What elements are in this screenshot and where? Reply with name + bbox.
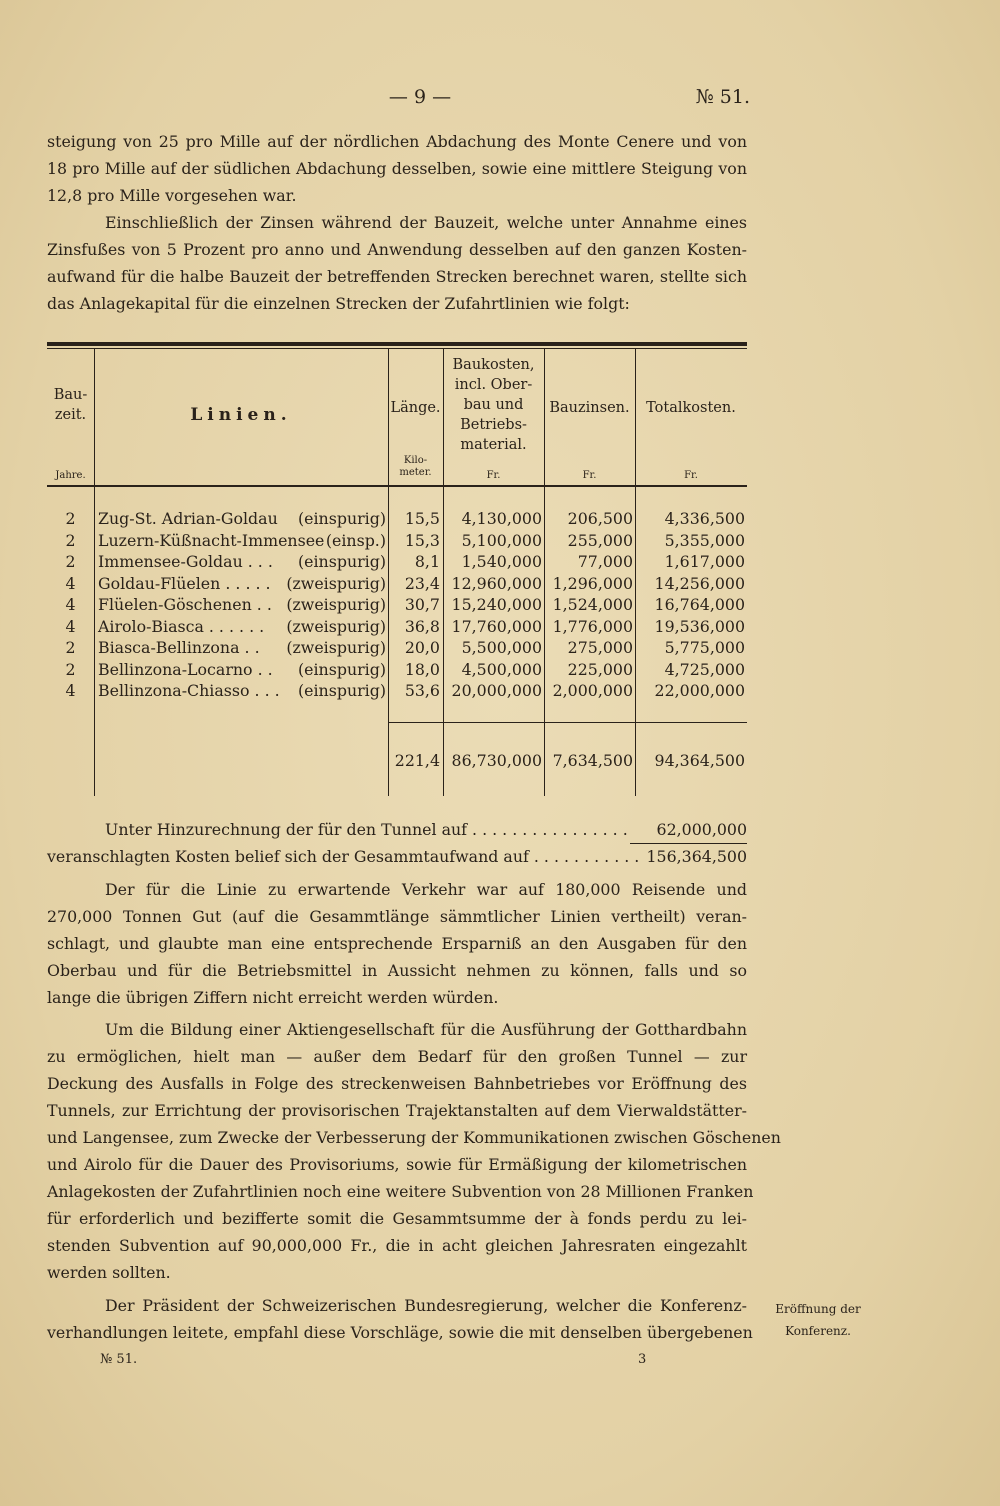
text-line: 270,000 Tonnen Gut (auf die Gesammtlänge sämmtlicher Linien vertheilt) veran-: [47, 907, 747, 926]
header-baukosten-unit: Fr.: [486, 470, 501, 481]
footer-doc-number: № 51.: [100, 1352, 138, 1367]
table-top-rule: [47, 342, 747, 346]
text-line: und Langensee, zum Zwecke der Verbesserung der Kommunikationen zwischen Göschenen: [47, 1128, 781, 1147]
text-line: Oberbau und für die Betriebsmittel in Aussicht nehmen zu können, falls und so: [47, 961, 747, 980]
total-baukosten: 86,730,000: [451, 751, 542, 770]
summary-line-1: [47, 816, 747, 843]
cell-linie: Zug-St. Adrian-Goldau: [98, 509, 278, 528]
summary-amount: 156,364,500: [646, 847, 747, 866]
cell-totalkosten: 22,000,000: [654, 681, 745, 700]
text-line: steigung von 25 pro Mille auf der nördlichen Abdachung des Monte Cenere und von: [47, 132, 747, 151]
header-laenge-unit: Kilo- meter.: [399, 455, 432, 478]
cell-baukosten: 4,130,000: [461, 509, 542, 528]
text-line: Anlagekosten der Zufahrtlinien noch eine weitere Subvention von 28 Millionen Franken: [47, 1182, 754, 1201]
cell-bauzeit: 4: [65, 681, 76, 700]
cell-bauzinsen: 275,000: [567, 638, 633, 657]
cell-bauzeit: 2: [65, 509, 76, 528]
text-line: werden sollten.: [47, 1263, 171, 1282]
cell-laenge: 15,3: [404, 530, 440, 550]
paragraph-4: [47, 1016, 781, 1286]
document-number: № 51.: [695, 86, 750, 108]
cell-bauzeit: 2: [65, 638, 76, 657]
header-bauzeit-unit: Jahre.: [55, 470, 86, 481]
header-linien: Linien.: [190, 405, 292, 425]
cell-linie: Luzern-Küßnacht-Immensee: [98, 530, 325, 550]
text-line: Zinsfußes von 5 Prozent pro anno und Anwendung desselben auf den ganzen Kosten-: [47, 240, 747, 259]
cell-spur: (einsp.): [325, 530, 386, 550]
cell-laenge: 30,7: [404, 595, 440, 614]
text-line: Um die Bildung einer Aktiengesellschaft für die Ausführung der Gotthardbahn: [105, 1020, 747, 1039]
cell-bauzinsen: 77,000: [577, 552, 633, 571]
table-header-rule: [47, 485, 747, 487]
header-laenge: Länge.: [390, 400, 441, 416]
text-line: verhandlungen leitete, empfahl diese Vorschläge, sowie die mit denselben übergebenen: [47, 1323, 753, 1342]
cell-linie: Biasca-Bellinzona . .: [98, 638, 260, 657]
text-line: stenden Subvention auf 90,000,000 Fr., die in acht gleichen Jahresraten eingezahlt: [47, 1236, 747, 1255]
cell-linie: Bellinzona-Locarno . .: [98, 659, 273, 679]
text-line: schlagt, und glaubte man eine entsprechende Ersparniß an den Ausgaben für den: [47, 934, 747, 953]
summary-label: Unter Hinzurechnung der für den Tunnel auf . . . . . . . . . . . . . . . .: [105, 820, 628, 839]
cell-totalkosten: 4,336,500: [664, 509, 745, 528]
cell-baukosten: 12,960,000: [451, 573, 542, 593]
cell-totalkosten: 14,256,000: [654, 573, 745, 593]
margin-note: Eröffnung der Konferenz.: [775, 1302, 861, 1338]
cell-bauzinsen: 255,000: [567, 530, 633, 550]
cell-baukosten: 5,100,000: [461, 530, 542, 550]
cell-bauzeit: 4: [65, 616, 76, 636]
cell-totalkosten: 1,617,000: [664, 552, 745, 571]
header-totalkosten-unit: Fr.: [684, 470, 698, 481]
cell-spur: (zweispurig): [286, 595, 386, 614]
text-line: zu ermöglichen, hielt man — außer dem Bedarf für den großen Tunnel — zur: [47, 1047, 747, 1066]
cell-spur: (einspurig): [297, 659, 386, 679]
cell-baukosten: 5,500,000: [461, 638, 542, 657]
cell-baukosten: 20,000,000: [451, 681, 542, 700]
cell-bauzinsen: 1,296,000: [552, 573, 633, 593]
cell-totalkosten: 4,725,000: [664, 659, 745, 679]
cell-laenge: 36,8: [404, 616, 440, 636]
cell-laenge: 23,4: [404, 573, 440, 593]
header-baukosten: Baukosten, incl. Ober- bau und Betriebs- material.: [452, 357, 535, 453]
cell-laenge: 15,5: [404, 509, 440, 528]
cell-bauzinsen: 225,000: [567, 659, 633, 679]
paragraph-1: [47, 128, 747, 209]
header-totalkosten: Totalkosten.: [646, 400, 736, 416]
text-line: Tunnels, zur Errichtung der provisorischen Trajektanstalten auf dem Vierwaldstätter-: [47, 1101, 747, 1120]
cell-bauzeit: 2: [65, 659, 76, 679]
cell-linie: Flüelen-Göschenen . .: [98, 595, 272, 614]
text-line: und Airolo für die Dauer des Provisoriums, sowie für Ermäßigung der kilometrischen: [47, 1155, 747, 1174]
cell-linie: Immensee-Goldau . . .: [98, 552, 273, 571]
cell-spur: (einspurig): [297, 681, 386, 700]
header-bauzinsen: Bauzinsen.: [549, 400, 630, 416]
cell-bauzinsen: 1,776,000: [552, 616, 633, 636]
cell-linie: Goldau-Flüelen . . . . .: [98, 573, 271, 593]
cell-baukosten: 1,540,000: [461, 552, 542, 571]
summary-label: veranschlagten Kosten belief sich der Gesammtaufwand auf . . . . . . . . . . .: [47, 847, 640, 866]
cell-bauzeit: 4: [65, 573, 76, 593]
cell-bauzinsen: 1,524,000: [552, 595, 633, 614]
cell-totalkosten: 5,775,000: [664, 638, 745, 657]
summary-amount: 62,000,000: [656, 820, 747, 839]
total-totalkosten: 94,364,500: [654, 751, 745, 770]
cell-totalkosten: 16,764,000: [654, 595, 745, 614]
cell-spur: (zweispurig): [286, 616, 386, 636]
text-line: Einschließlich der Zinsen während der Bauzeit, welche unter Annahme eines: [105, 213, 747, 232]
cell-laenge: 53,6: [404, 681, 440, 700]
cell-laenge: 8,1: [414, 552, 440, 571]
page-number: — 9 —: [388, 86, 452, 108]
cell-totalkosten: 5,355,000: [664, 530, 745, 550]
total-laenge: 221,4: [394, 751, 440, 770]
cell-laenge: 20,0: [404, 638, 440, 657]
text-line: Der für die Linie zu erwartende Verkehr war auf 180,000 Reisende und: [105, 880, 747, 899]
text-line: lange die übrigen Ziffern nicht erreicht werden würden.: [47, 988, 499, 1007]
text-line: aufwand für die halbe Bauzeit der betreffenden Strecken berechnet waren, stellte sich: [47, 267, 747, 286]
table-top-rule-thin: [47, 348, 747, 349]
footer-sheet-number: 3: [638, 1352, 647, 1367]
cell-totalkosten: 19,536,000: [654, 616, 745, 636]
cell-laenge: 18,0: [404, 659, 440, 679]
header-bauzeit: Bau- zeit.: [53, 387, 88, 423]
cell-bauzeit: 4: [65, 595, 76, 614]
paragraph-3: [47, 876, 747, 1011]
cell-spur: (einspurig): [297, 552, 386, 571]
text-line: das Anlagekapital für die einzelnen Strecken der Zufahrtlinien wie folgt:: [47, 294, 630, 313]
text-line: 12,8 pro Mille vorgesehen war.: [47, 186, 297, 205]
text-line: für erforderlich und bezifferte somit die Gesammtsumme der à fonds perdu zu lei-: [47, 1209, 747, 1228]
cell-bauzeit: 2: [65, 530, 76, 550]
cell-bauzinsen: 2,000,000: [552, 681, 633, 700]
cell-spur: (zweispurig): [286, 638, 386, 657]
cell-bauzinsen: 206,500: [567, 509, 633, 528]
cell-baukosten: 4,500,000: [461, 659, 542, 679]
total-bauzinsen: 7,634,500: [552, 751, 633, 770]
page-header: [0, 86, 1000, 116]
cell-bauzeit: 2: [65, 552, 76, 571]
cell-baukosten: 15,240,000: [451, 595, 542, 614]
paragraph-2: [47, 209, 747, 317]
cell-linie: Airolo-Biasca . . . . . .: [98, 616, 265, 636]
cell-linie: Bellinzona-Chiasso . . .: [98, 681, 280, 700]
summary-line-2: [47, 843, 747, 870]
text-line: Deckung des Ausfalls in Folge des streckenweisen Bahnbetriebes vor Eröffnung des: [47, 1074, 747, 1093]
text-line: 18 pro Mille auf der südlichen Abdachung desselben, sowie eine mittlere Steigung von: [47, 159, 747, 178]
table-sum-rule: [388, 722, 747, 723]
header-bauzinsen-unit: Fr.: [582, 470, 597, 481]
text-line: Der Präsident der Schweizerischen Bundesregierung, welcher die Konferenz-: [105, 1296, 747, 1315]
cell-spur: (einspurig): [297, 509, 386, 528]
cell-baukosten: 17,760,000: [451, 616, 542, 636]
paragraph-5: [47, 1292, 753, 1346]
cell-spur: (zweispurig): [286, 573, 386, 593]
